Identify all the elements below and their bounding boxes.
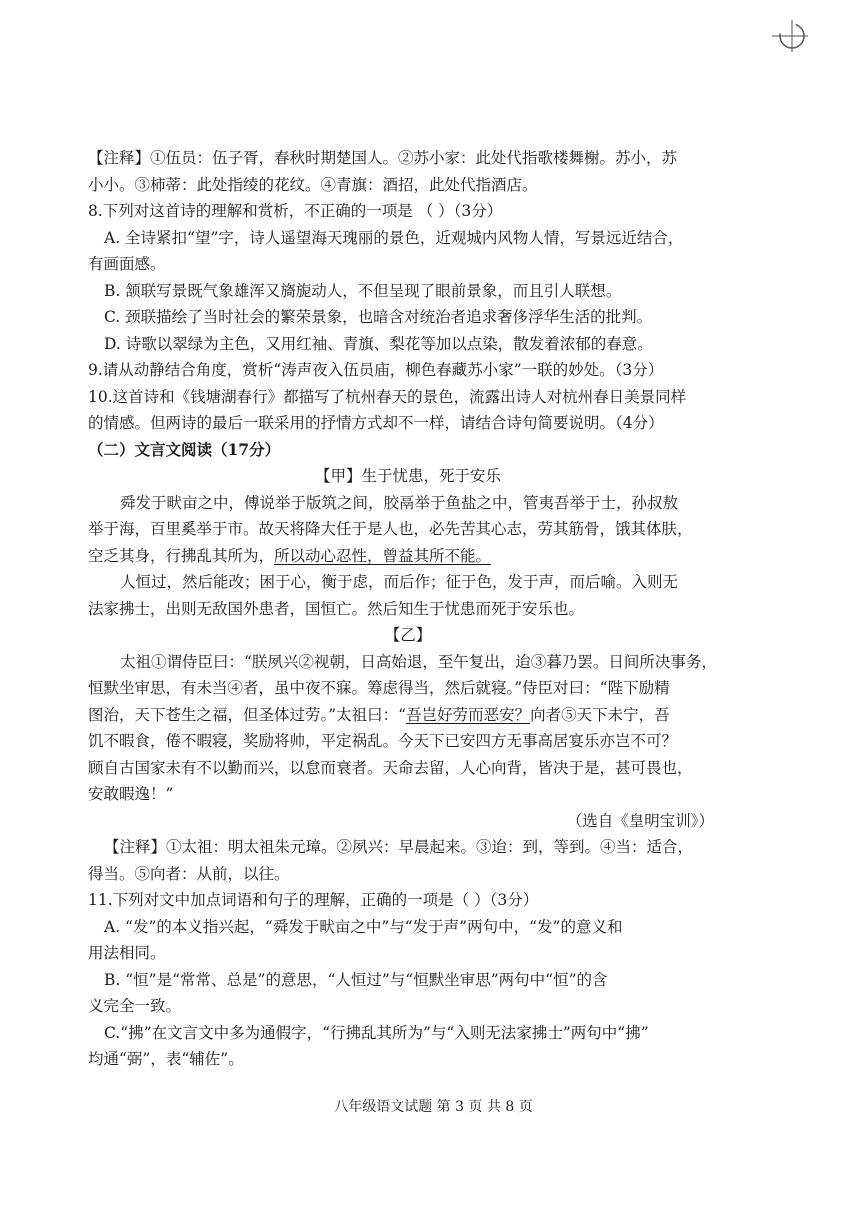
passage-yi-text: 图治，天下苍生之福，但圣体过劳。”太祖曰：“ — [88, 705, 407, 724]
passage-jia-p1-line-3 — [88, 543, 728, 570]
page-footer: 八年级语文试题 第 3 页 共 8 页 — [334, 1099, 533, 1115]
question-8-stem: 8.下列对这首诗的理解和赏析，不正确的一项是 （ ）（3分） — [88, 202, 503, 220]
passage-yi-source: （选自《皇明宝训》） — [566, 811, 714, 830]
passage-yi-line-2: 恒默坐审思，有未当④者，虽中夜不寐。筹虑得当，然后就寝。”侍臣对曰：“陛下励精 — [88, 679, 670, 697]
question-11-option-b-cont: 义完全一致。 — [88, 997, 182, 1015]
passage-jia-p2-line-2: 法家拂士，出则无敌国外患者，国恒亡。然后知生于忧患而死于安乐也。 — [88, 599, 585, 618]
passage-yi-line-3 — [88, 702, 728, 729]
question-10-line-1: 10.这首诗和《钱塘湖春行》都描写了杭州春天的景色，流露出诗人对杭州春日美景同样 — [88, 387, 687, 406]
passage-jia-p1-line-2: 举于海，百里奚举于市。故天将降大任于是人也，必先苦其心志，劳其筋骨，饿其体肤， — [88, 520, 693, 538]
passage-yi-line-4: 饥不暇食，倦不暇寝，奖励将帅，平定祸乱。今天下已安四方无事高居宴乐亦岂不可？ — [88, 732, 678, 750]
passage-notes-line-1: 【注释】①太祖：明太祖朱元璋。②夙兴：早晨起来。③迨：到，等到。④当：适合， — [104, 838, 694, 856]
question-11-option-a-cont: 用法相同。 — [88, 944, 166, 962]
question-11-option-c: C.“拂”在文言文中多为通假字，“行拂乱其所为”与“入则无法家拂士”两句中“拂” — [104, 1023, 649, 1042]
question-8-option-c: C. 颈联描绘了当时社会的繁荣景象，也暗含对统治者追求奢侈浮华生活的批判。 — [104, 308, 653, 326]
passage-jia-p2-line-1: 人恒过，然后能改；困于心，衡于虑，而后作；征于色，发于声，而后喻。入则无 — [120, 573, 679, 591]
passage-yi-title: 【乙】 — [384, 626, 432, 644]
question-8-option-a: A. 全诗紧扣“望”字，诗人遥望海天瑰丽的景色，近观城内风物人情，写景远近结合， — [104, 228, 684, 247]
passage-yi-line-6: 安敢暇逸！” — [88, 785, 174, 803]
question-8-option-d: D. 诗歌以翠绿为主色，又用红袖、青旗、梨花等加以点染，散发着浓郁的春意。 — [104, 334, 653, 353]
passage-yi-line-5: 顾自古国家未有不以勤而兴，以怠而衰者。天命去留，人心向背，皆决于是，甚可畏也， — [88, 758, 693, 777]
question-11-option-b: B. “恒”是“常常、总是”的意思，“人恒过”与“恒默坐审思”两句中“恒”的含 — [104, 970, 608, 989]
passage-jia-text: 空乏其身，行拂乱其所为， — [88, 546, 275, 565]
question-9: 9.请从动静结合角度，赏析“涛声夜入伍员庙，柳色春藏苏小家”一联的妙处。（3分） — [88, 361, 664, 379]
poem-notes-line-1: 【注释】①伍员：伍子胥，春秋时期楚国人。②苏小家：此处代指歌楼舞榭。苏小，苏 — [88, 149, 678, 167]
underlined-sentence: 所以动心忍性，曾益其所不能。 — [274, 546, 492, 565]
question-8-option-b: B. 颔联写景既气象雄浑又旖旎动人，不但呈现了眼前景象，而且引人联想。 — [104, 281, 622, 300]
passage-jia-p1-line-1: 舜发于畎亩之中，傅说举于版筑之间，胶鬲举于鱼盐之中，管夷吾举于士，孙叔敖 — [120, 493, 679, 512]
underlined-sentence: 吾岂好劳而恶安？ — [406, 705, 531, 724]
binding-hole-mark-icon — [770, 16, 810, 56]
question-11-option-a: A. “发”的本义指兴起，“舜发于畎亩之中”与“发于声”两句中，“发”的意义和 — [104, 917, 623, 936]
passage-yi-text: 向者⑤天下未宁，吾 — [530, 705, 670, 724]
question-11-stem: 11.下列对文中加点词语和句子的理解，正确的一项是（ ）（3分） — [88, 891, 539, 909]
question-8-option-a-cont: 有画面感。 — [88, 255, 166, 273]
page-content — [88, 145, 728, 1073]
question-10-line-2: 的情感。但两诗的最后一联采用的抒情方式却不一样，请结合诗句简要说明。（4分） — [88, 414, 664, 432]
section-heading-classical-reading: （二）文言文阅读（17分） — [88, 439, 281, 459]
passage-yi-line-1: 太祖①谓侍臣曰：“朕夙兴②视朝，日高始退，至午复出，迨③暮乃罢。日间所决事务， — [120, 652, 717, 671]
passage-notes-line-2: 得当。⑤向者：从前，以往。 — [88, 864, 290, 883]
passage-jia-title: 【甲】生于忧患，死于安乐 — [314, 467, 501, 485]
question-11-option-c-cont: 均通“弼”，表“辅佐”。 — [88, 1050, 244, 1068]
poem-notes-line-2: 小小。③柿蒂：此处指绫的花纹。④青旗：酒招，此处代指酒店。 — [88, 175, 538, 194]
